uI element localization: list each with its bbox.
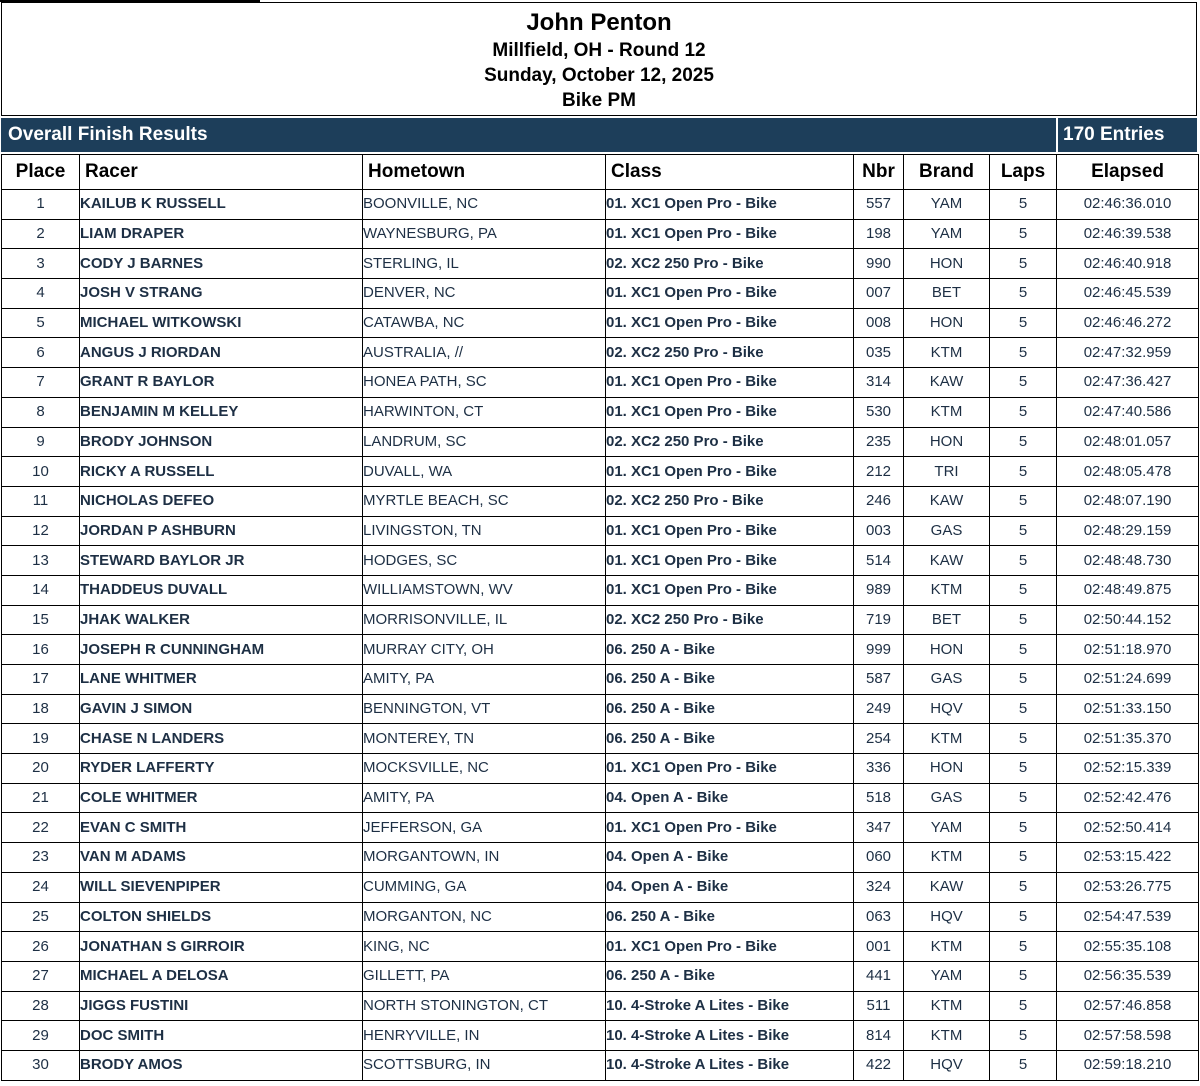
hometown-cell: CUMMING, GA: [363, 872, 606, 902]
brand-cell: HON: [904, 427, 990, 457]
class-cell: 04. Open A - Bike: [606, 872, 854, 902]
number-cell: 001: [854, 932, 904, 962]
laps-cell: 5: [990, 843, 1057, 873]
racer-name: MICHAEL A DELOSA: [80, 961, 363, 991]
racer-name: LIAM DRAPER: [80, 219, 363, 249]
results-banner: [1, 118, 1197, 152]
table-row: [2, 427, 1199, 457]
hometown-cell: NORTH STONINGTON, CT: [363, 991, 606, 1021]
laps-cell: 5: [990, 1050, 1057, 1080]
table-row: [2, 190, 1199, 220]
number-cell: 249: [854, 694, 904, 724]
racer-name: EVAN C SMITH: [80, 813, 363, 843]
number-cell: 008: [854, 308, 904, 338]
number-cell: 422: [854, 1050, 904, 1080]
elapsed-time-cell: 02:55:35.108: [1057, 932, 1199, 962]
brand-cell: HQV: [904, 902, 990, 932]
class-cell: 02. XC2 250 Pro - Bike: [606, 605, 854, 635]
number-cell: 007: [854, 279, 904, 309]
place-cell: 23: [2, 843, 80, 873]
event-location: Millfield, OH - Round 12: [492, 40, 706, 61]
place-cell: 6: [2, 338, 80, 368]
elapsed-time-cell: 02:53:15.422: [1057, 843, 1199, 873]
number-cell: 990: [854, 249, 904, 279]
class-cell: 01. XC1 Open Pro - Bike: [606, 308, 854, 338]
number-cell: 557: [854, 190, 904, 220]
hometown-cell: AUSTRALIA, //: [363, 338, 606, 368]
brand-cell: BET: [904, 605, 990, 635]
elapsed-time-cell: 02:51:18.970: [1057, 635, 1199, 665]
class-cell: 06. 250 A - Bike: [606, 665, 854, 695]
laps-cell: 5: [990, 1021, 1057, 1051]
table-row: [2, 754, 1199, 784]
table-row: [2, 457, 1199, 487]
table-row: [2, 219, 1199, 249]
elapsed-time-cell: 02:48:29.159: [1057, 516, 1199, 546]
racer-name: BRODY AMOS: [80, 1050, 363, 1080]
laps-cell: 5: [990, 308, 1057, 338]
event-date: Sunday, October 12, 2025: [484, 65, 714, 86]
laps-cell: 5: [990, 754, 1057, 784]
brand-cell: KAW: [904, 546, 990, 576]
brand-cell: KTM: [904, 932, 990, 962]
number-cell: 530: [854, 397, 904, 427]
racer-name: KAILUB K RUSSELL: [80, 190, 363, 220]
place-cell: 15: [2, 605, 80, 635]
number-cell: 336: [854, 754, 904, 784]
table-row: [2, 872, 1199, 902]
brand-cell: KAW: [904, 872, 990, 902]
laps-cell: 5: [990, 665, 1057, 695]
laps-cell: 5: [990, 457, 1057, 487]
place-cell: 19: [2, 724, 80, 754]
place-cell: 2: [2, 219, 80, 249]
brand-cell: KTM: [904, 575, 990, 605]
racer-name: VAN M ADAMS: [80, 843, 363, 873]
elapsed-time-cell: 02:48:48.730: [1057, 546, 1199, 576]
laps-cell: 5: [990, 872, 1057, 902]
racer-name: GAVIN J SIMON: [80, 694, 363, 724]
elapsed-time-cell: 02:46:45.539: [1057, 279, 1199, 309]
hometown-cell: JEFFERSON, GA: [363, 813, 606, 843]
elapsed-time-cell: 02:57:46.858: [1057, 991, 1199, 1021]
racer-name: BRODY JOHNSON: [80, 427, 363, 457]
racer-name: JIGGS FUSTINI: [80, 991, 363, 1021]
col-header-brand: Brand: [904, 155, 990, 190]
hometown-cell: MORRISONVILLE, IL: [363, 605, 606, 635]
place-cell: 24: [2, 872, 80, 902]
class-cell: 01. XC1 Open Pro - Bike: [606, 754, 854, 784]
elapsed-time-cell: 02:51:33.150: [1057, 694, 1199, 724]
table-row: [2, 605, 1199, 635]
number-cell: 212: [854, 457, 904, 487]
racer-name: JOSEPH R CUNNINGHAM: [80, 635, 363, 665]
number-cell: 324: [854, 872, 904, 902]
table-row: [2, 486, 1199, 516]
place-cell: 29: [2, 1021, 80, 1051]
class-cell: 01. XC1 Open Pro - Bike: [606, 219, 854, 249]
number-cell: 587: [854, 665, 904, 695]
elapsed-time-cell: 02:47:36.427: [1057, 368, 1199, 398]
laps-cell: 5: [990, 991, 1057, 1021]
brand-cell: HON: [904, 754, 990, 784]
number-cell: 246: [854, 486, 904, 516]
hometown-cell: HARWINTON, CT: [363, 397, 606, 427]
elapsed-time-cell: 02:57:58.598: [1057, 1021, 1199, 1051]
class-cell: 01. XC1 Open Pro - Bike: [606, 546, 854, 576]
class-cell: 06. 250 A - Bike: [606, 961, 854, 991]
table-row: [2, 902, 1199, 932]
event-header: [1, 2, 1197, 116]
laps-cell: 5: [990, 249, 1057, 279]
elapsed-time-cell: 02:53:26.775: [1057, 872, 1199, 902]
class-cell: 10. 4-Stroke A Lites - Bike: [606, 991, 854, 1021]
number-cell: 035: [854, 338, 904, 368]
laps-cell: 5: [990, 219, 1057, 249]
table-row: [2, 368, 1199, 398]
brand-cell: KTM: [904, 724, 990, 754]
col-header-class: Class: [606, 155, 854, 190]
laps-cell: 5: [990, 902, 1057, 932]
elapsed-time-cell: 02:50:44.152: [1057, 605, 1199, 635]
brand-cell: GAS: [904, 783, 990, 813]
place-cell: 16: [2, 635, 80, 665]
racer-name: DOC SMITH: [80, 1021, 363, 1051]
racer-name: RYDER LAFFERTY: [80, 754, 363, 784]
table-row: [2, 724, 1199, 754]
banner-divider: [1056, 118, 1058, 152]
class-cell: 01. XC1 Open Pro - Bike: [606, 279, 854, 309]
racer-name: NICHOLAS DEFEO: [80, 486, 363, 516]
brand-cell: KTM: [904, 1021, 990, 1051]
table-row: [2, 338, 1199, 368]
class-cell: 01. XC1 Open Pro - Bike: [606, 932, 854, 962]
col-header-laps: Laps: [990, 155, 1057, 190]
hometown-cell: BENNINGTON, VT: [363, 694, 606, 724]
table-row: [2, 694, 1199, 724]
place-cell: 8: [2, 397, 80, 427]
hometown-cell: DENVER, NC: [363, 279, 606, 309]
racer-name: GRANT R BAYLOR: [80, 368, 363, 398]
laps-cell: 5: [990, 516, 1057, 546]
class-cell: 10. 4-Stroke A Lites - Bike: [606, 1050, 854, 1080]
elapsed-time-cell: 02:47:40.586: [1057, 397, 1199, 427]
number-cell: 441: [854, 961, 904, 991]
brand-cell: HON: [904, 249, 990, 279]
table-row: [2, 635, 1199, 665]
table-row: [2, 516, 1199, 546]
hometown-cell: MYRTLE BEACH, SC: [363, 486, 606, 516]
results-body: [2, 190, 1199, 1081]
elapsed-time-cell: 02:46:46.272: [1057, 308, 1199, 338]
laps-cell: 5: [990, 813, 1057, 843]
class-cell: 02. XC2 250 Pro - Bike: [606, 338, 854, 368]
place-cell: 26: [2, 932, 80, 962]
place-cell: 21: [2, 783, 80, 813]
elapsed-time-cell: 02:48:01.057: [1057, 427, 1199, 457]
laps-cell: 5: [990, 190, 1057, 220]
class-cell: 06. 250 A - Bike: [606, 724, 854, 754]
elapsed-time-cell: 02:52:42.476: [1057, 783, 1199, 813]
elapsed-time-cell: 02:48:49.875: [1057, 575, 1199, 605]
class-cell: 01. XC1 Open Pro - Bike: [606, 457, 854, 487]
number-cell: 999: [854, 635, 904, 665]
place-cell: 11: [2, 486, 80, 516]
place-cell: 17: [2, 665, 80, 695]
table-row: [2, 546, 1199, 576]
number-cell: 060: [854, 843, 904, 873]
laps-cell: 5: [990, 694, 1057, 724]
number-cell: 063: [854, 902, 904, 932]
class-cell: 04. Open A - Bike: [606, 783, 854, 813]
hometown-cell: WAYNESBURG, PA: [363, 219, 606, 249]
place-cell: 9: [2, 427, 80, 457]
racer-name: RICKY A RUSSELL: [80, 457, 363, 487]
table-row: [2, 932, 1199, 962]
brand-cell: KAW: [904, 486, 990, 516]
table-row: [2, 1050, 1199, 1080]
number-cell: 314: [854, 368, 904, 398]
class-cell: 02. XC2 250 Pro - Bike: [606, 486, 854, 516]
racer-name: STEWARD BAYLOR JR: [80, 546, 363, 576]
racer-name: COLE WHITMER: [80, 783, 363, 813]
brand-cell: KAW: [904, 368, 990, 398]
table-row: [2, 308, 1199, 338]
col-header-place: Place: [2, 155, 80, 190]
hometown-cell: AMITY, PA: [363, 783, 606, 813]
place-cell: 27: [2, 961, 80, 991]
racer-name: JOSH V STRANG: [80, 279, 363, 309]
elapsed-time-cell: 02:51:35.370: [1057, 724, 1199, 754]
hometown-cell: MONTEREY, TN: [363, 724, 606, 754]
table-row: [2, 249, 1199, 279]
hometown-cell: GILLETT, PA: [363, 961, 606, 991]
place-cell: 14: [2, 575, 80, 605]
number-cell: 511: [854, 991, 904, 1021]
racer-name: CHASE N LANDERS: [80, 724, 363, 754]
class-cell: 01. XC1 Open Pro - Bike: [606, 368, 854, 398]
col-header-racer: Racer: [80, 155, 363, 190]
hometown-cell: HENRYVILLE, IN: [363, 1021, 606, 1051]
number-cell: 198: [854, 219, 904, 249]
laps-cell: 5: [990, 635, 1057, 665]
col-header-nbr: Nbr: [854, 155, 904, 190]
class-cell: 06. 250 A - Bike: [606, 902, 854, 932]
hometown-cell: KING, NC: [363, 932, 606, 962]
laps-cell: 5: [990, 932, 1057, 962]
brand-cell: TRI: [904, 457, 990, 487]
brand-cell: GAS: [904, 516, 990, 546]
elapsed-time-cell: 02:48:07.190: [1057, 486, 1199, 516]
class-cell: 06. 250 A - Bike: [606, 694, 854, 724]
place-cell: 13: [2, 546, 80, 576]
laps-cell: 5: [990, 486, 1057, 516]
racer-name: COLTON SHIELDS: [80, 902, 363, 932]
table-row: [2, 665, 1199, 695]
brand-cell: BET: [904, 279, 990, 309]
hometown-cell: MORGANTOWN, IN: [363, 843, 606, 873]
event-session: Bike PM: [562, 90, 636, 111]
hometown-cell: CATAWBA, NC: [363, 308, 606, 338]
table-row: [2, 397, 1199, 427]
racer-name: THADDEUS DUVALL: [80, 575, 363, 605]
place-cell: 3: [2, 249, 80, 279]
number-cell: 518: [854, 783, 904, 813]
class-cell: 02. XC2 250 Pro - Bike: [606, 427, 854, 457]
class-cell: 01. XC1 Open Pro - Bike: [606, 813, 854, 843]
laps-cell: 5: [990, 338, 1057, 368]
place-cell: 7: [2, 368, 80, 398]
number-cell: 514: [854, 546, 904, 576]
laps-cell: 5: [990, 961, 1057, 991]
class-cell: 10. 4-Stroke A Lites - Bike: [606, 1021, 854, 1051]
brand-cell: HQV: [904, 694, 990, 724]
place-cell: 1: [2, 190, 80, 220]
racer-name: WILL SIEVENPIPER: [80, 872, 363, 902]
class-cell: 01. XC1 Open Pro - Bike: [606, 575, 854, 605]
brand-cell: HQV: [904, 1050, 990, 1080]
laps-cell: 5: [990, 546, 1057, 576]
elapsed-time-cell: 02:52:15.339: [1057, 754, 1199, 784]
brand-cell: YAM: [904, 219, 990, 249]
header-row: [2, 155, 1199, 190]
elapsed-time-cell: 02:46:36.010: [1057, 190, 1199, 220]
elapsed-time-cell: 02:56:35.539: [1057, 961, 1199, 991]
banner-title: Overall Finish Results: [8, 124, 208, 145]
racer-name: BENJAMIN M KELLEY: [80, 397, 363, 427]
place-cell: 5: [2, 308, 80, 338]
racer-name: LANE WHITMER: [80, 665, 363, 695]
table-row: [2, 843, 1199, 873]
results-table: [1, 154, 1199, 1081]
table-row: [2, 783, 1199, 813]
laps-cell: 5: [990, 783, 1057, 813]
table-row: [2, 279, 1199, 309]
hometown-cell: MORGANTON, NC: [363, 902, 606, 932]
elapsed-time-cell: 02:46:40.918: [1057, 249, 1199, 279]
racer-name: CODY J BARNES: [80, 249, 363, 279]
place-cell: 30: [2, 1050, 80, 1080]
racer-name: MICHAEL WITKOWSKI: [80, 308, 363, 338]
brand-cell: YAM: [904, 813, 990, 843]
col-header-hometown: Hometown: [363, 155, 606, 190]
hometown-cell: WILLIAMSTOWN, WV: [363, 575, 606, 605]
elapsed-time-cell: 02:46:39.538: [1057, 219, 1199, 249]
class-cell: 01. XC1 Open Pro - Bike: [606, 516, 854, 546]
laps-cell: 5: [990, 605, 1057, 635]
elapsed-time-cell: 02:48:05.478: [1057, 457, 1199, 487]
elapsed-time-cell: 02:54:47.539: [1057, 902, 1199, 932]
hometown-cell: BOONVILLE, NC: [363, 190, 606, 220]
racer-name: JORDAN P ASHBURN: [80, 516, 363, 546]
class-cell: 02. XC2 250 Pro - Bike: [606, 249, 854, 279]
laps-cell: 5: [990, 575, 1057, 605]
brand-cell: YAM: [904, 190, 990, 220]
event-title: John Penton: [526, 9, 672, 36]
table-row: [2, 961, 1199, 991]
hometown-cell: LIVINGSTON, TN: [363, 516, 606, 546]
number-cell: 003: [854, 516, 904, 546]
laps-cell: 5: [990, 368, 1057, 398]
col-header-elapsed: Elapsed: [1057, 155, 1199, 190]
class-cell: 01. XC1 Open Pro - Bike: [606, 190, 854, 220]
number-cell: 235: [854, 427, 904, 457]
brand-cell: HON: [904, 308, 990, 338]
place-cell: 25: [2, 902, 80, 932]
laps-cell: 5: [990, 279, 1057, 309]
table-row: [2, 1021, 1199, 1051]
brand-cell: KTM: [904, 843, 990, 873]
laps-cell: 5: [990, 427, 1057, 457]
place-cell: 20: [2, 754, 80, 784]
hometown-cell: MOCKSVILLE, NC: [363, 754, 606, 784]
number-cell: 814: [854, 1021, 904, 1051]
place-cell: 10: [2, 457, 80, 487]
number-cell: 347: [854, 813, 904, 843]
hometown-cell: LANDRUM, SC: [363, 427, 606, 457]
class-cell: 01. XC1 Open Pro - Bike: [606, 397, 854, 427]
elapsed-time-cell: 02:47:32.959: [1057, 338, 1199, 368]
place-cell: 18: [2, 694, 80, 724]
class-cell: 04. Open A - Bike: [606, 843, 854, 873]
place-cell: 22: [2, 813, 80, 843]
laps-cell: 5: [990, 397, 1057, 427]
brand-cell: GAS: [904, 665, 990, 695]
elapsed-time-cell: 02:59:18.210: [1057, 1050, 1199, 1080]
brand-cell: YAM: [904, 961, 990, 991]
brand-cell: KTM: [904, 338, 990, 368]
entries-count: 170 Entries: [1063, 124, 1165, 145]
hometown-cell: HODGES, SC: [363, 546, 606, 576]
number-cell: 989: [854, 575, 904, 605]
elapsed-time-cell: 02:51:24.699: [1057, 665, 1199, 695]
hometown-cell: STERLING, IL: [363, 249, 606, 279]
place-cell: 28: [2, 991, 80, 1021]
racer-name: JONATHAN S GIRROIR: [80, 932, 363, 962]
place-cell: 12: [2, 516, 80, 546]
racer-name: JHAK WALKER: [80, 605, 363, 635]
elapsed-time-cell: 02:52:50.414: [1057, 813, 1199, 843]
number-cell: 719: [854, 605, 904, 635]
table-row: [2, 991, 1199, 1021]
number-cell: 254: [854, 724, 904, 754]
hometown-cell: SCOTTSBURG, IN: [363, 1050, 606, 1080]
table-row: [2, 813, 1199, 843]
place-cell: 4: [2, 279, 80, 309]
brand-cell: HON: [904, 635, 990, 665]
racer-name: ANGUS J RIORDAN: [80, 338, 363, 368]
hometown-cell: DUVALL, WA: [363, 457, 606, 487]
brand-cell: KTM: [904, 991, 990, 1021]
laps-cell: 5: [990, 724, 1057, 754]
hometown-cell: MURRAY CITY, OH: [363, 635, 606, 665]
brand-cell: KTM: [904, 397, 990, 427]
hometown-cell: AMITY, PA: [363, 665, 606, 695]
class-cell: 06. 250 A - Bike: [606, 635, 854, 665]
hometown-cell: HONEA PATH, SC: [363, 368, 606, 398]
table-row: [2, 575, 1199, 605]
